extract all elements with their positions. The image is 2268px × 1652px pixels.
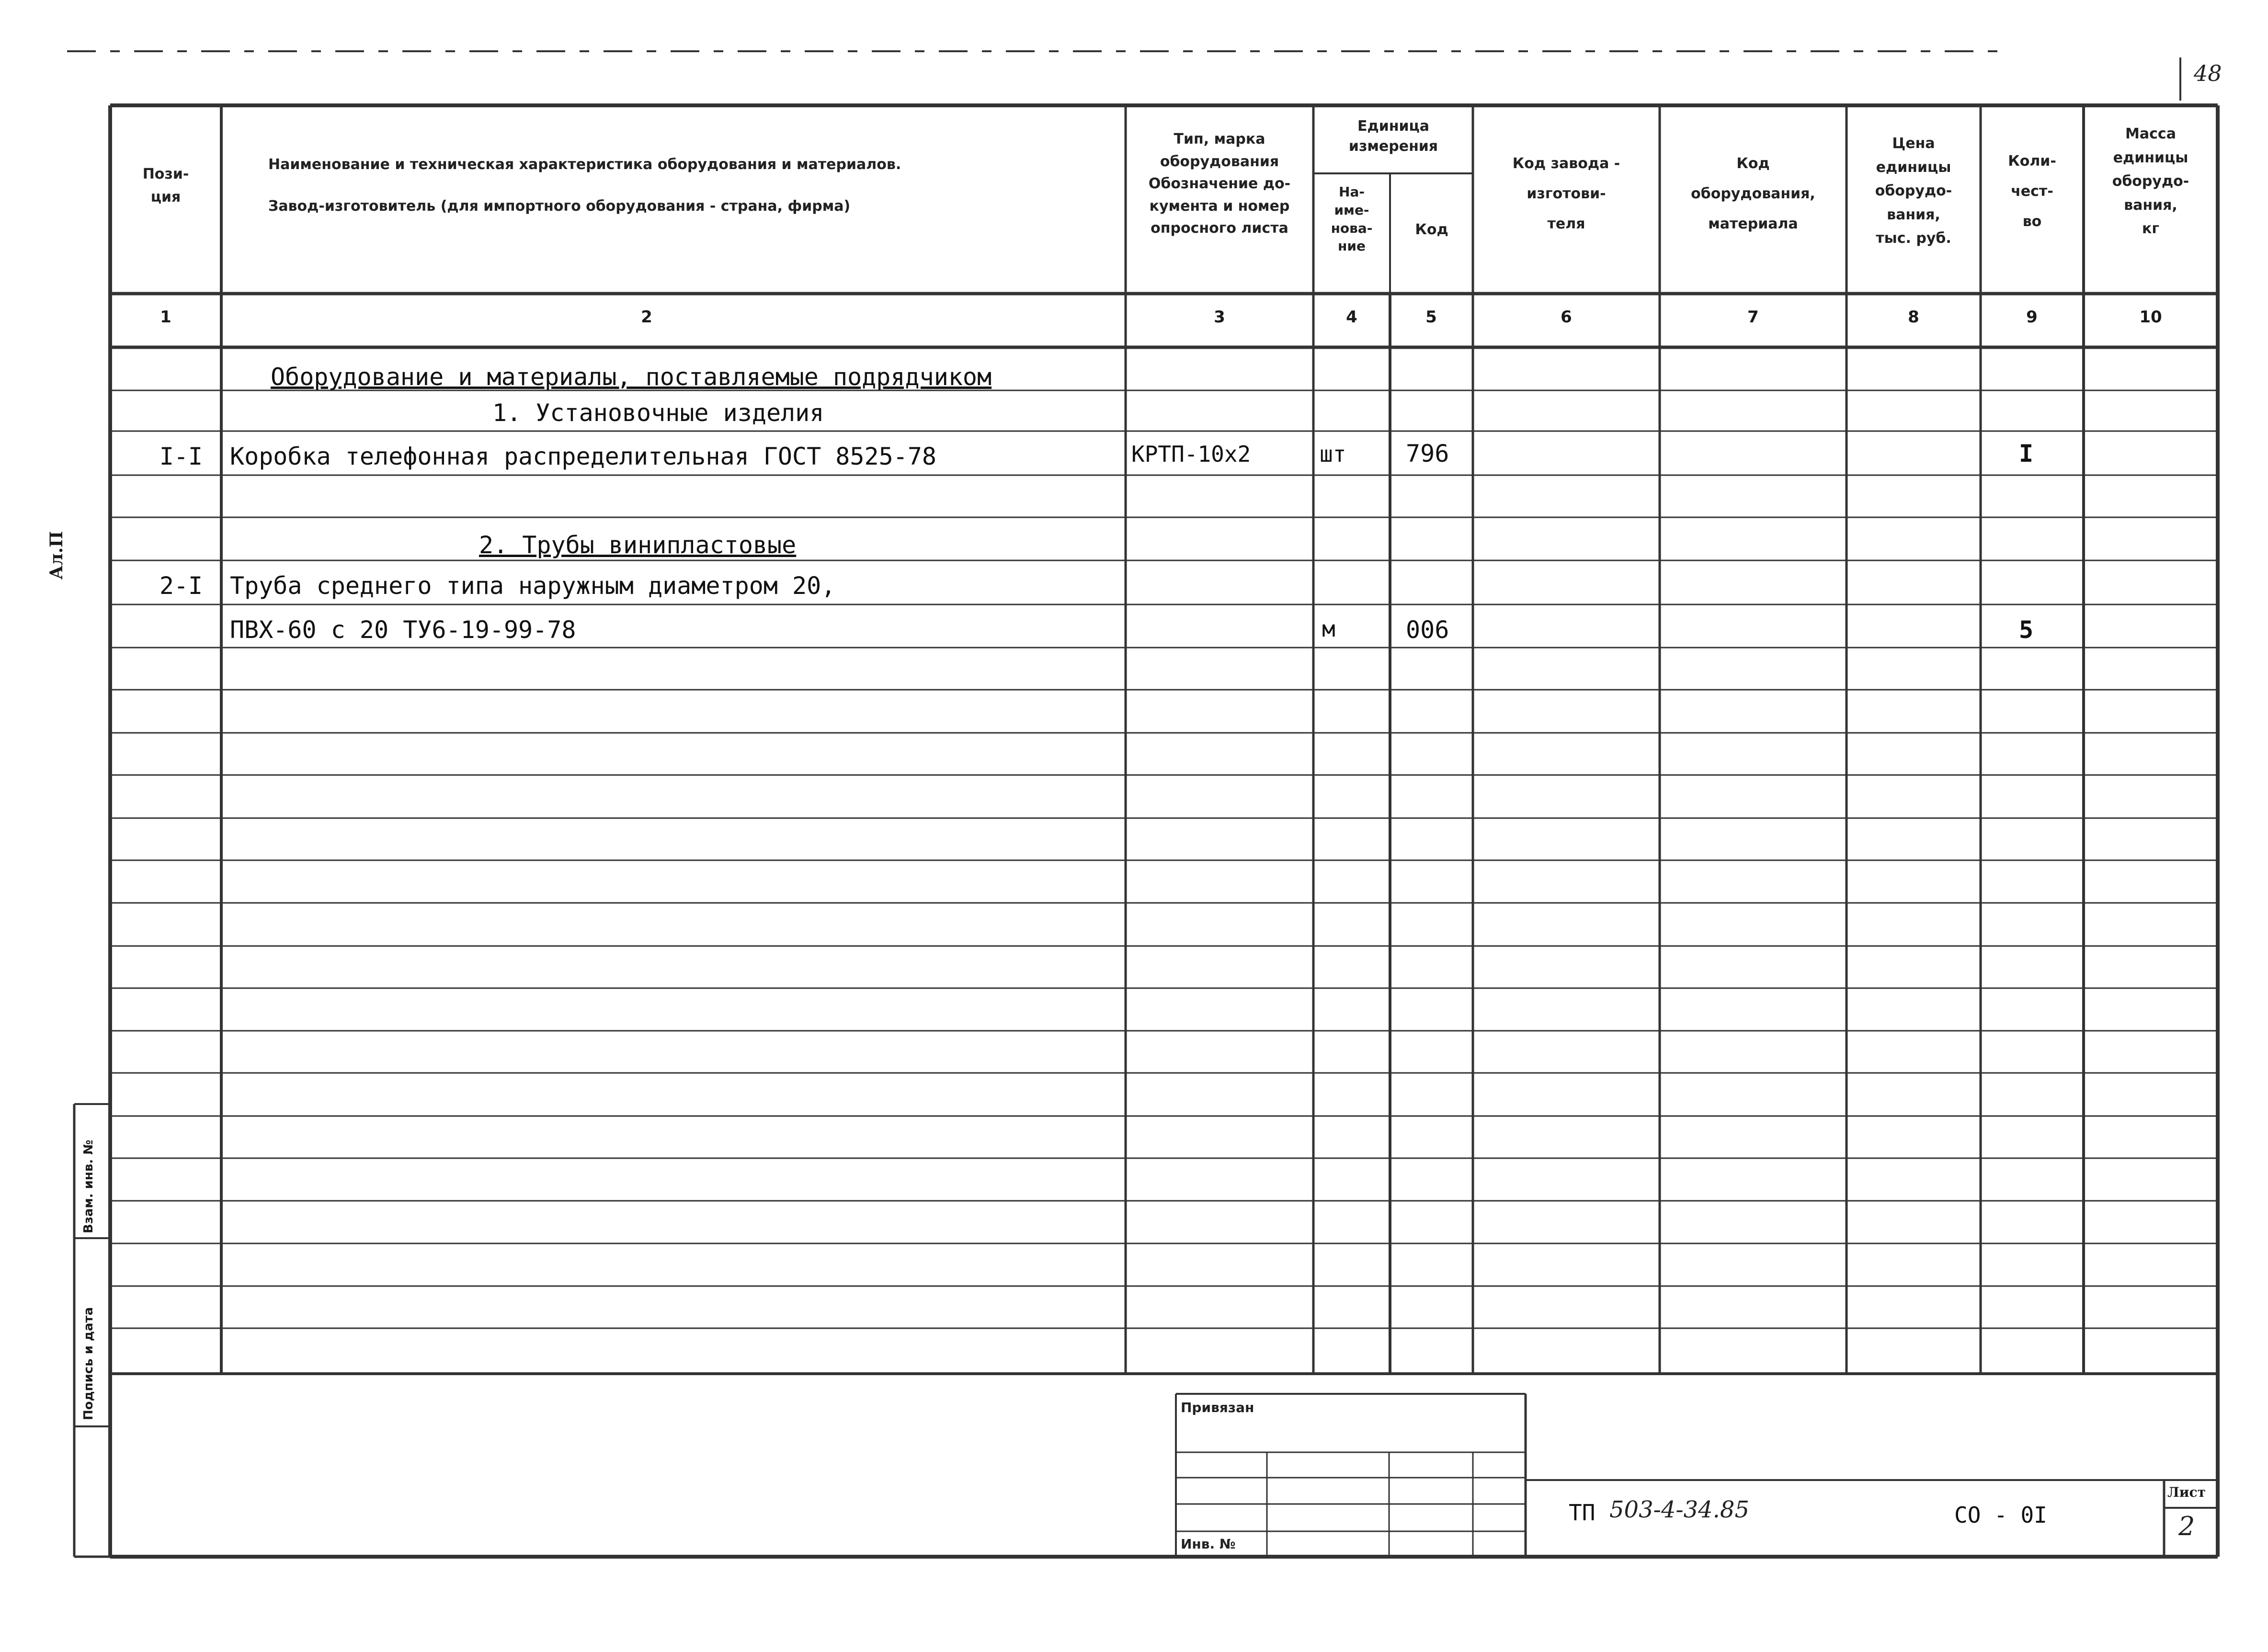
row-unit-name: м — [1322, 616, 1335, 642]
doc-number: 503-4-34.85 — [1609, 1496, 1750, 1523]
corner-page-number: 48 — [2194, 60, 2222, 86]
header-unit-name: На- име- нова- ние — [1331, 184, 1373, 254]
section-title: Оборудование и материалы, поставляемые подрядчиком — [271, 363, 992, 391]
row-quantity: I — [2018, 440, 2034, 467]
row-unit-name: шт — [1320, 441, 1346, 467]
header-unit-code: Код — [1415, 221, 1448, 238]
group-title: 2. Трубы винипластовые — [479, 531, 797, 559]
header-unit-of-measure: Единица измерения — [1348, 118, 1438, 155]
doc-prefix: ТП — [1569, 1500, 1596, 1526]
title-block-inventory-number: Инв. № — [1181, 1536, 1236, 1552]
header-type-brand: Тип, марка оборудования Обозначение до- кумента и номер опросного листа — [1148, 131, 1291, 237]
side-label: Ал.П — [46, 531, 67, 580]
row-unit-code: 796 — [1406, 440, 1449, 467]
group-title: 1. Установочные изделия — [492, 399, 824, 427]
row-position: I-I — [159, 443, 203, 470]
column-number: 1 — [160, 308, 171, 327]
sheet-label: Лист — [2167, 1484, 2206, 1500]
title-block-privyazan: Привязан — [1181, 1400, 1254, 1415]
row-name: Труба среднего типа наружным диаметром 20, — [230, 572, 836, 600]
header-equipment-code: Код оборудования, материала — [1691, 155, 1815, 232]
row-position: 2-I — [159, 572, 203, 600]
column-number: 7 — [1747, 308, 1759, 327]
row-type: КРТП-10х2 — [1131, 441, 1251, 467]
header-unit-mass: Масса единицы оборудо- вания, кг — [2112, 125, 2189, 237]
column-number: 6 — [1561, 308, 1572, 327]
column-number: 9 — [2026, 308, 2038, 327]
row-name-continued: ПВХ-60 с 20 ТУ6-19-99-78 — [230, 616, 576, 644]
sheet-number: 2 — [2178, 1511, 2195, 1541]
column-number: 3 — [1214, 308, 1225, 327]
column-number: 5 — [1425, 308, 1437, 327]
row-name: Коробка телефонная распределительная ГОСТ 8525-78 — [230, 443, 937, 470]
side-caption-signature-date: Подпись и дата — [81, 1307, 96, 1420]
header-quantity: Коли- чест- во — [2008, 153, 2056, 230]
side-caption-replacement-inventory: Взам. инв. № — [81, 1139, 96, 1233]
header-unit-price: Цена единицы оборудо- вания, тыс. руб. — [1875, 135, 1952, 247]
column-number: 10 — [2139, 308, 2162, 327]
doc-code: СО - 0I — [1954, 1502, 2047, 1528]
header-position: Пози- ция — [142, 166, 189, 205]
row-unit-code: 006 — [1406, 616, 1449, 644]
header-manufacturer-code: Код завода - изготови- теля — [1512, 155, 1620, 232]
row-quantity: 5 — [2018, 616, 2034, 644]
column-number: 2 — [641, 308, 652, 327]
header-name-characteristics: Наименование и техническая характеристика оборудования и материалов. Завод-изготовитель (для импортного оборудования - страна, фирма) — [268, 156, 901, 215]
column-number: 4 — [1346, 308, 1357, 327]
column-number: 8 — [1908, 308, 1919, 327]
